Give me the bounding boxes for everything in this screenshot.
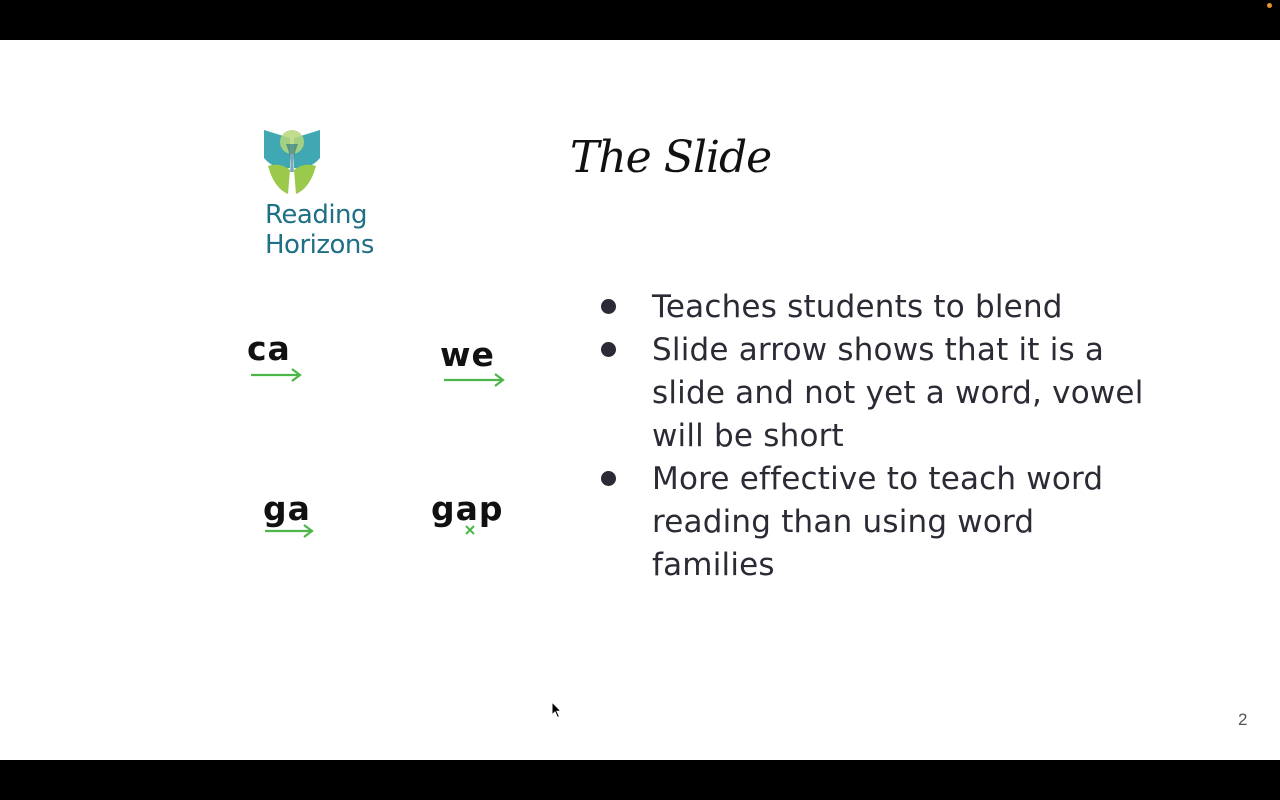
page-number: 2	[1238, 710, 1248, 729]
top-black-bar	[0, 0, 1280, 40]
example-we	[440, 335, 520, 398]
recording-indicator	[1267, 3, 1272, 8]
slide-arrow-icon	[264, 524, 314, 538]
bullet-item	[596, 458, 1156, 587]
logo-text-line1: Reading	[265, 200, 368, 230]
bullet-dot-icon	[601, 471, 616, 486]
bullet-item	[596, 286, 1156, 329]
bullet-text: More effective to teach word reading than using word families	[652, 461, 1104, 583]
bottom-black-bar	[0, 760, 1280, 800]
reading-horizons-logo	[258, 128, 398, 268]
bullet-item	[596, 329, 1156, 458]
example-word: ga	[263, 489, 311, 528]
example-word: we	[440, 335, 495, 374]
slide-arrow-icon	[250, 368, 302, 382]
example-word: ca	[247, 329, 291, 368]
presentation-slide	[0, 40, 1280, 760]
logo-text-line2: Horizons	[265, 230, 374, 260]
example-word: gap	[431, 489, 504, 528]
example-gap	[431, 489, 521, 552]
bullet-text: Slide arrow shows that it is a slide and not yet a word, vowel will be short	[652, 332, 1144, 454]
mouse-pointer-icon	[551, 701, 563, 719]
example-ga	[263, 489, 333, 552]
slide-arrow-icon	[443, 373, 505, 387]
bullet-list	[596, 286, 1156, 587]
example-ca	[247, 329, 317, 392]
bullet-dot-icon	[601, 299, 616, 314]
bullet-dot-icon	[601, 342, 616, 357]
butterfly-logo-icon	[260, 128, 324, 196]
bullet-text: Teaches students to blend	[652, 289, 1063, 325]
x-mark-icon	[464, 524, 476, 536]
slide-title: The Slide	[570, 132, 772, 183]
